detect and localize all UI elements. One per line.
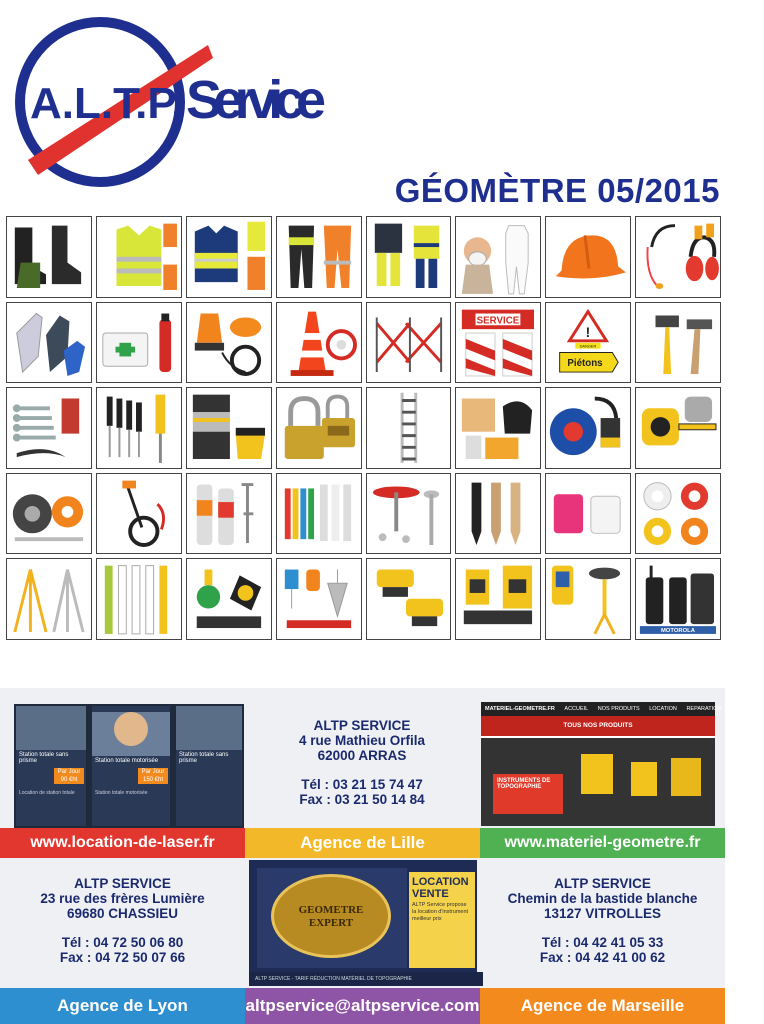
product-survey-nails[interactable]: [366, 473, 452, 555]
product-work-boots[interactable]: [6, 216, 92, 298]
product-ladder[interactable]: [366, 387, 452, 469]
chassieu-name: ALTP SERVICE: [74, 876, 171, 891]
band-laser-site[interactable]: www.location-de-laser.fr: [0, 828, 245, 858]
product-beacon-light[interactable]: [186, 302, 272, 384]
laser-site-screenshot[interactable]: [14, 704, 244, 828]
product-measuring-tapes[interactable]: [6, 473, 92, 555]
motorola-label: MOTOROLA: [661, 628, 696, 635]
laser-card-3-title: Station totale sans prisme: [179, 752, 229, 764]
agency-vitrolles: [480, 876, 725, 965]
materiel-site-screenshot[interactable]: [481, 702, 761, 826]
agency-arras: [248, 718, 476, 807]
vente-headline1: LOCATION: [412, 876, 469, 888]
band-agence-lille: Agence de Lille: [245, 828, 480, 858]
pietons-sign-label: Piétons: [567, 357, 603, 369]
laser-card-1-title: Station totale sans prisme: [19, 752, 69, 764]
materiel-header: MATERIEL-GEOMETRE.FR: [485, 706, 555, 712]
product-padlocks[interactable]: [276, 387, 362, 469]
danger-sign-label: DANGER: [579, 343, 597, 349]
product-twine-spools[interactable]: [545, 473, 631, 555]
product-screwdriver-set[interactable]: [96, 387, 182, 469]
product-work-trousers[interactable]: [276, 216, 362, 298]
catalog-title: GÉOMÈTRE 05/2015: [394, 172, 720, 209]
product-spray-paint[interactable]: [186, 473, 272, 555]
product-barrier-fence[interactable]: [366, 302, 452, 384]
vitrolles-name: ALTP SERVICE: [554, 876, 651, 891]
product-leveling-staffs[interactable]: [96, 558, 182, 640]
laser-sub-2: Station totale motorisée: [95, 790, 148, 796]
chassieu-tel: Tél : 04 72 50 06 80: [61, 935, 184, 950]
product-rain-gear[interactable]: [366, 216, 452, 298]
product-markers[interactable]: [276, 473, 362, 555]
band-email[interactable]: altpservice@altpservice.com: [245, 988, 480, 1024]
materiel-nav-2[interactable]: LOCATION: [649, 706, 677, 712]
logo-acronym: A.L.T.P.: [30, 79, 184, 128]
product-grid: [6, 216, 721, 640]
vente-headline2: VENTE: [412, 888, 449, 900]
arras-city: 62000 ARRAS: [317, 748, 407, 763]
product-cleaning-supplies[interactable]: [455, 387, 541, 469]
product-spanner-set[interactable]: [6, 387, 92, 469]
materiel-nav-0[interactable]: ACCUEIL: [564, 706, 589, 712]
materiel-nav-4[interactable]: TARIF 2015: [730, 706, 761, 712]
product-plumb-bobs[interactable]: [276, 558, 362, 640]
product-first-aid-kit[interactable]: [96, 302, 182, 384]
logo-word: Service: [186, 70, 326, 130]
product-walkie-talkies[interactable]: [635, 558, 721, 640]
laser-card-2-price: 150 €ht: [142, 777, 164, 783]
product-hard-hat[interactable]: [545, 216, 631, 298]
product-optical-levels[interactable]: [366, 558, 452, 640]
product-warning-sign[interactable]: [545, 302, 631, 384]
product-wooden-stakes[interactable]: [455, 473, 541, 555]
laser-card-1-price: 90 €ht: [60, 777, 78, 783]
band-agence-lyon: Agence de Lyon: [0, 988, 245, 1024]
materiel-promo: INSTRUMENTS DE TOPOGRAPHIE: [493, 774, 563, 814]
product-work-gloves[interactable]: [6, 302, 92, 384]
materiel-nav-3[interactable]: REPARATION: [686, 706, 722, 712]
arras-fax: Fax : 03 21 50 14 84: [299, 792, 425, 807]
product-high-vis-vest[interactable]: [96, 216, 182, 298]
vente-footer: ALTP SERVICE - TARIF RÉDUCTION MATÉRIEL DE TOPOGRAPHIE: [249, 972, 483, 986]
product-ear-protection[interactable]: [635, 216, 721, 298]
laser-card-2-title: Station totale motorisée: [95, 758, 159, 764]
materiel-nav-1[interactable]: NOS PRODUITS: [597, 706, 640, 712]
vente-desc3: meilleur prix: [412, 916, 442, 922]
altp-logo: [8, 10, 338, 185]
product-adhesive-tapes[interactable]: [635, 473, 721, 555]
arras-street: 4 rue Mathieu Orfila: [298, 733, 426, 748]
product-high-vis-jacket[interactable]: [186, 216, 272, 298]
agency-panel: [0, 688, 761, 1024]
product-cable-reel[interactable]: [545, 387, 631, 469]
vitrolles-tel: Tél : 04 42 41 05 33: [541, 935, 664, 950]
vitrolles-fax: Fax : 04 42 41 00 62: [539, 950, 666, 965]
product-tool-chest[interactable]: [186, 387, 272, 469]
svg-text:!: !: [585, 324, 591, 340]
laser-sub-1: Location de station totale: [19, 790, 75, 796]
product-hammers[interactable]: [635, 302, 721, 384]
service-sign-label: SERVICE: [476, 314, 520, 326]
vente-desc2: la location d'instrument: [412, 909, 469, 915]
laser-card-2-price-label: Par Jour: [141, 769, 165, 775]
product-total-stations[interactable]: [455, 558, 541, 640]
arras-name: ALTP SERVICE: [313, 718, 411, 733]
agency-chassieu: [0, 876, 245, 965]
chassieu-fax: Fax : 04 72 50 07 66: [59, 950, 186, 965]
vente-desc1: ALTP Service propose: [412, 902, 467, 908]
band-agence-marseille: Agence de Marseille: [480, 988, 725, 1024]
plaque-line2: EXPERT: [308, 917, 354, 929]
plaque-line1: GEOMETRE: [298, 904, 364, 916]
laser-card-1-price-label: Par Jour: [57, 769, 81, 775]
product-tripods[interactable]: [6, 558, 92, 640]
chassieu-city: 69680 CHASSIEU: [66, 906, 179, 921]
vitrolles-city: 13127 VITROLLES: [543, 906, 662, 921]
product-service-signs[interactable]: [455, 302, 541, 384]
product-tape-measures[interactable]: [635, 387, 721, 469]
materiel-banner: TOUS NOS PRODUITS: [481, 716, 715, 736]
product-traffic-cone[interactable]: [276, 302, 362, 384]
product-dust-mask-coverall[interactable]: [455, 216, 541, 298]
vitrolles-street: Chemin de la bastide blanche: [507, 891, 698, 906]
product-measuring-wheel[interactable]: [96, 473, 182, 555]
vente-site-screenshot[interactable]: [249, 860, 477, 986]
product-prisms[interactable]: [186, 558, 272, 640]
product-gps-receivers[interactable]: [545, 558, 631, 640]
band-materiel-site[interactable]: www.materiel-geometre.fr: [480, 828, 725, 858]
chassieu-street: 23 rue des frères Lumière: [40, 891, 205, 906]
arras-tel: Tél : 03 21 15 74 47: [301, 777, 423, 792]
